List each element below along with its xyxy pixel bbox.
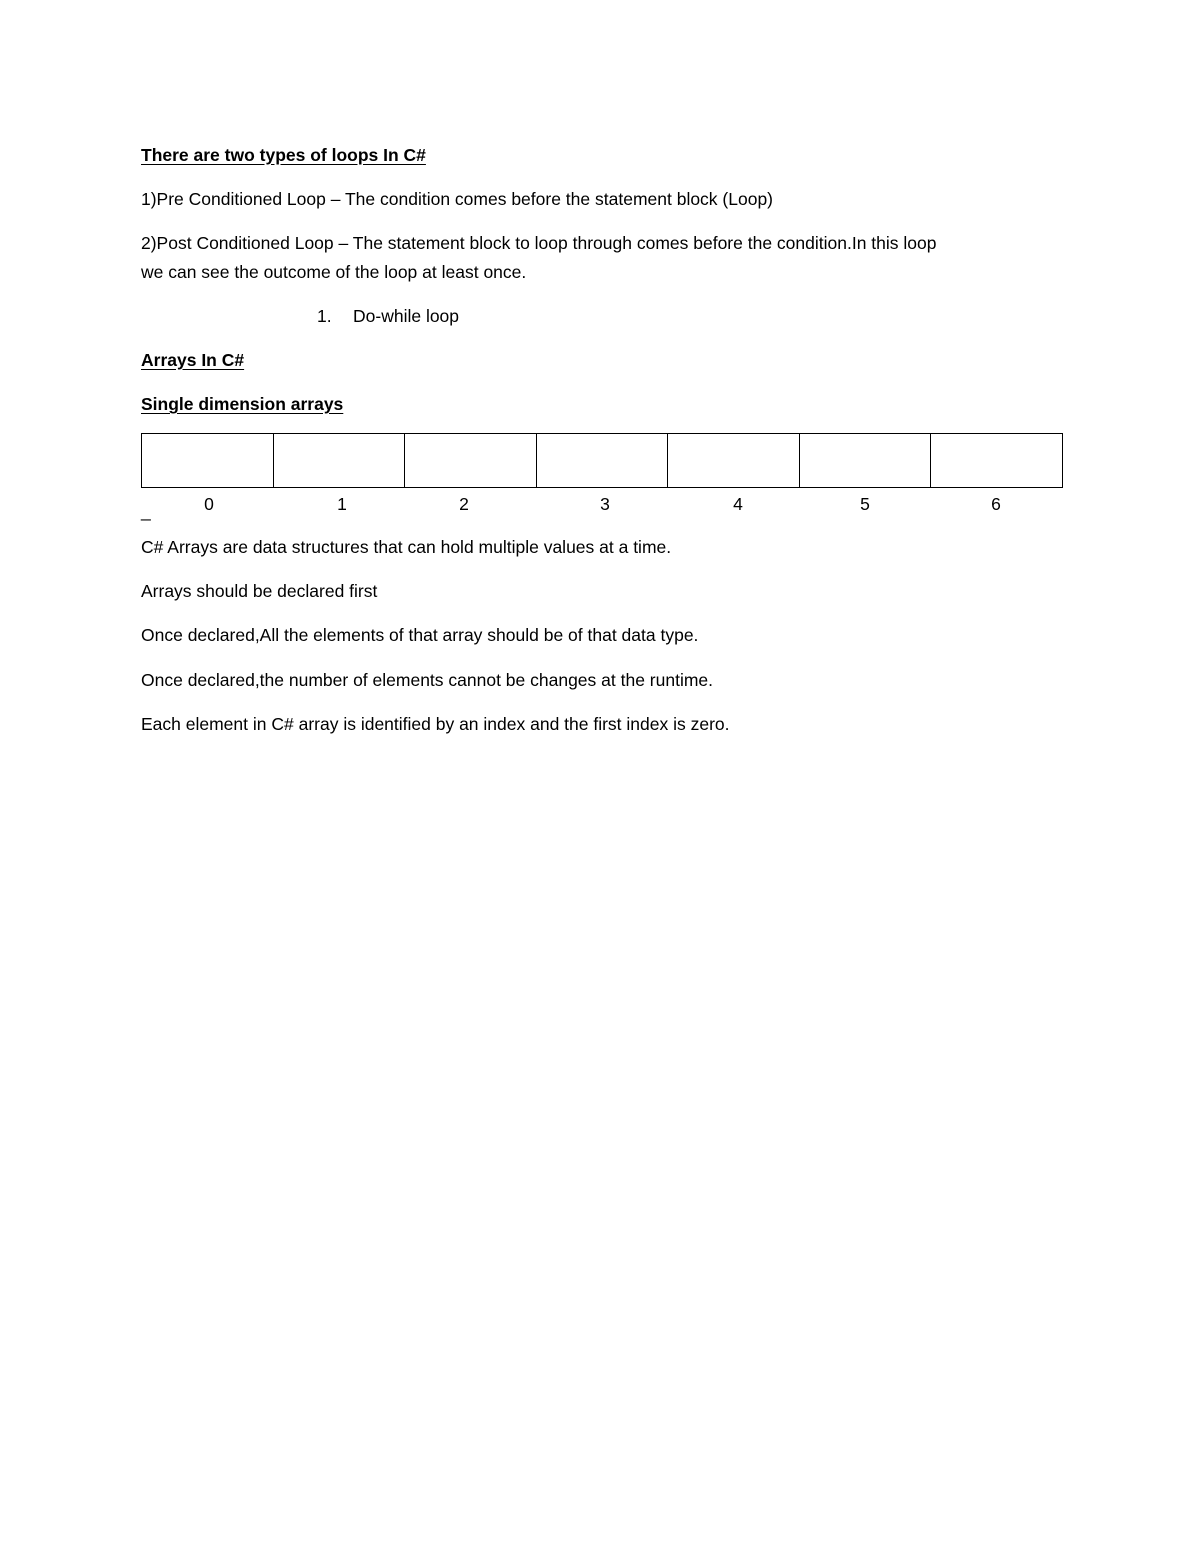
heading-single-dimension: Single dimension arrays [141, 394, 344, 414]
array-index-label: 0 [204, 494, 214, 514]
array-row [142, 434, 1063, 488]
list-item-number: 1. [317, 306, 332, 326]
paragraph-arrays-definition: C# Arrays are data structures that can hold multiple values at a time. [141, 537, 672, 557]
array-diagram-table [141, 433, 1063, 488]
array-index-label: 2 [459, 494, 469, 514]
post-conditioned-loop-text-line2: we can see the outcome of the loop at least once. [141, 262, 527, 282]
stray-mark: _ [141, 501, 151, 521]
heading-loop-types: There are two types of loops In C# [141, 145, 426, 165]
array-index-label: 6 [991, 494, 1001, 514]
array-index-label: 1 [337, 494, 347, 514]
array-cell-5 [799, 434, 931, 488]
array-index-label: 3 [600, 494, 610, 514]
array-cell-6 [931, 434, 1063, 488]
array-cell-0 [142, 434, 274, 488]
list-item-do-while: Do-while loop [353, 306, 460, 326]
array-cell-3 [536, 434, 668, 488]
array-cell-2 [405, 434, 537, 488]
array-cell-4 [668, 434, 800, 488]
array-cell-1 [273, 434, 405, 488]
array-index-label: 5 [860, 494, 870, 514]
heading-arrays: Arrays In C# [141, 350, 245, 370]
paragraph-declared-first: Arrays should be declared first [141, 581, 378, 601]
paragraph-same-data-type: Once declared,All the elements of that array should be of that data type. [141, 625, 699, 645]
paragraph-fixed-size: Once declared,the number of elements cannot be changes at the runtime. [141, 670, 714, 690]
paragraph-zero-index: Each element in C# array is identified by an index and the first index is zero. [141, 714, 730, 734]
pre-conditioned-loop-text: 1)Pre Conditioned Loop – The condition comes before the statement block (Loop) [141, 189, 774, 209]
post-conditioned-loop-text-line1: 2)Post Conditioned Loop – The statement block to loop through comes before the condition.In this loop [141, 233, 937, 253]
array-index-label: 4 [733, 494, 743, 514]
